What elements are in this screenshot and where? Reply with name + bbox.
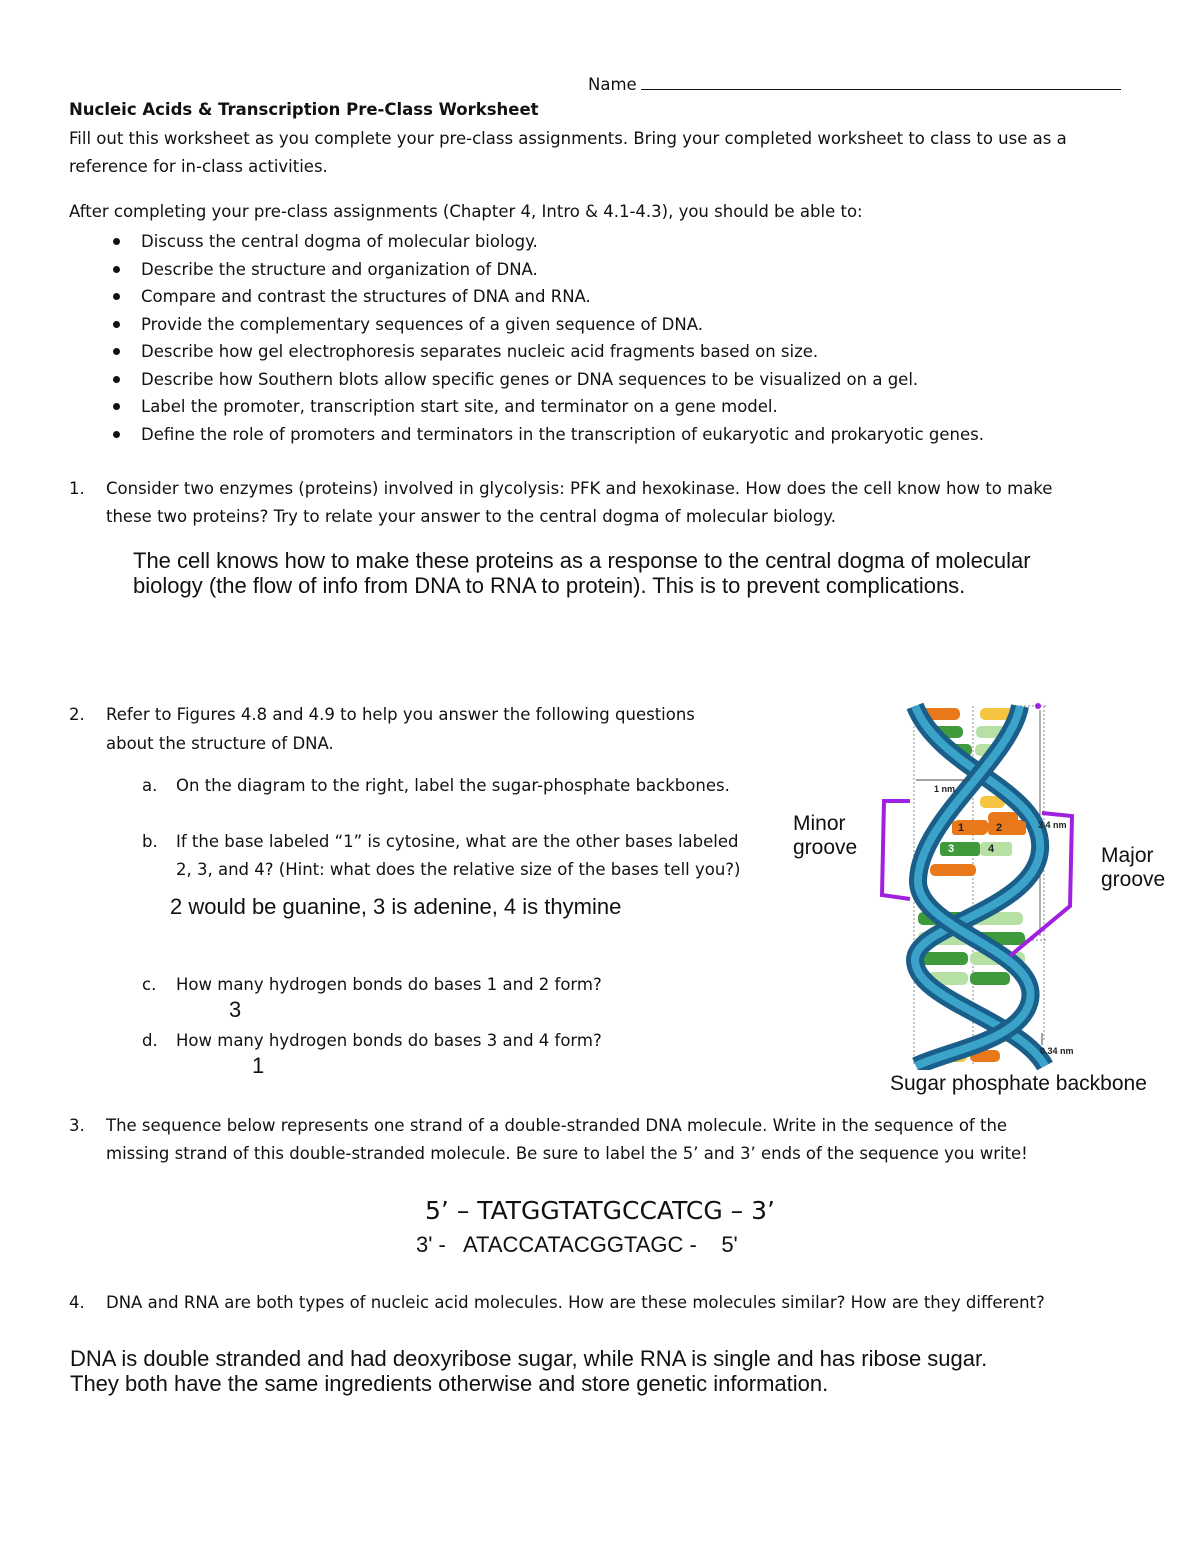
base-1-label: 1	[958, 822, 965, 834]
q2a-label: a.	[142, 776, 158, 795]
objective-item: Discuss the central dogma of molecular biology.	[69, 228, 1149, 256]
q3-number: 3.	[69, 1116, 85, 1135]
q2b-answer[interactable]: 2 would be guanine, 3 is adenine, 4 is thymine	[170, 894, 622, 919]
major-groove-label[interactable]: Major groove	[1101, 844, 1166, 891]
name-blank-line[interactable]	[641, 75, 1121, 90]
objective-item: Define the role of promoters and terminators in the transcription of eukaryotic and prokaryotic genes.	[69, 421, 1149, 449]
objective-item: Label the promoter, transcription start site, and terminator on a gene model.	[69, 393, 1149, 421]
dna-helix-svg	[870, 700, 1100, 1070]
q2d-answer[interactable]: 1	[252, 1053, 265, 1078]
objective-item: Provide the complementary sequences of a given sequence of DNA.	[69, 311, 1149, 339]
objective-item: Compare and contrast the structures of DNA and RNA.	[69, 283, 1149, 311]
zero-three-four-nm-label: 0.34 nm	[1040, 1046, 1074, 1056]
base-4-label: 4	[988, 843, 995, 855]
dna-double-helix-diagram	[870, 700, 1100, 1070]
three-four-nm-label: 3.4 nm	[1038, 820, 1067, 830]
bullet-icon	[113, 348, 120, 355]
q3-line-2: missing strand of this double-stranded molecule. Be sure to label the 5’ and 3’ ends of the sequence you write!	[106, 1144, 1028, 1163]
q1-number: 1.	[69, 479, 85, 498]
q1-line-2: these two proteins? Try to relate your answer to the central dogma of molecular biology.	[106, 507, 836, 526]
answer-sequence: ATACCATACGGTAGC -	[463, 1232, 697, 1257]
answer-5prime-end: 5'	[721, 1232, 738, 1257]
objectives-list	[69, 228, 1149, 448]
q4-answer-line-2[interactable]: They both have the same ingredients otherwise and store genetic information.	[70, 1371, 829, 1396]
bullet-icon	[113, 431, 120, 438]
bullet-icon	[113, 266, 120, 273]
q3-line-1: The sequence below represents one strand of a double-stranded DNA molecule. Write in the sequence of the	[106, 1116, 1008, 1135]
one-nm-label: 1 nm	[934, 784, 956, 794]
q2a-text: On the diagram to the right, label the sugar-phosphate backbones.	[176, 776, 730, 795]
name-field	[588, 74, 1121, 96]
q4-answer-line-1[interactable]: DNA is double stranded and had deoxyribose sugar, while RNA is single and has ribose sugar.	[70, 1346, 988, 1371]
bullet-icon	[113, 376, 120, 383]
objectives-lead: After completing your pre-class assignments (Chapter 4, Intro & 4.1-4.3), you should be able to:	[69, 202, 863, 221]
q2-number: 2.	[69, 705, 85, 724]
bullet-icon	[113, 238, 120, 245]
given-dna-strand: 5’ – TATGGTATGCCATCG – 3’	[425, 1196, 775, 1225]
objective-item: Describe how gel electrophoresis separates nucleic acid fragments based on size.	[69, 338, 1149, 366]
minor-groove-label[interactable]: Minor groove	[793, 812, 858, 859]
sugar-phosphate-backbone-label[interactable]: Sugar phosphate backbone	[890, 1072, 1147, 1095]
q1-answer-line-2[interactable]: biology (the flow of info from DNA to RNA to protein). This is to prevent complications.	[133, 573, 966, 598]
q1-line-1: Consider two enzymes (proteins) involved in glycolysis: PFK and hexokinase. How does the cell know how to make	[106, 479, 1053, 498]
q2b-line-1: If the base labeled “1” is cytosine, what are the other bases labeled	[176, 832, 739, 851]
bullet-icon	[113, 403, 120, 410]
q2d-label: d.	[142, 1031, 158, 1050]
q2c-answer[interactable]: 3	[229, 997, 242, 1022]
answer-3prime-end: 3' -	[416, 1232, 446, 1257]
q2b-line-2: 2, 3, and 4? (Hint: what does the relative size of the bases tell you?)	[176, 860, 741, 879]
q2-line-1: Refer to Figures 4.8 and 4.9 to help you answer the following questions	[106, 705, 695, 724]
q2c-label: c.	[142, 975, 157, 994]
intro-line-2: reference for in-class activities.	[69, 157, 328, 176]
worksheet-title: Nucleic Acids & Transcription Pre-Class Worksheet	[69, 100, 539, 119]
objective-item: Describe the structure and organization of DNA.	[69, 256, 1149, 284]
intro-line-1: Fill out this worksheet as you complete your pre-class assignments. Bring your completed worksheet to class to use as a	[69, 129, 1067, 148]
q2b-label: b.	[142, 832, 158, 851]
complementary-strand-answer[interactable]	[416, 1232, 738, 1258]
q4-text: DNA and RNA are both types of nucleic acid molecules. How are these molecules similar? How are they different?	[106, 1293, 1045, 1312]
q2c-text: How many hydrogen bonds do bases 1 and 2 form?	[176, 975, 602, 994]
minor-groove-bracket	[882, 801, 910, 899]
objective-item: Describe how Southern blots allow specific genes or DNA sequences to be visualized on a gel.	[69, 366, 1149, 394]
name-label: Name	[588, 75, 637, 94]
q2d-text: How many hydrogen bonds do bases 3 and 4 form?	[176, 1031, 602, 1050]
base-2-label: 2	[996, 822, 1003, 834]
bullet-icon	[113, 293, 120, 300]
bullet-icon	[113, 321, 120, 328]
q4-number: 4.	[69, 1293, 85, 1312]
q1-answer-line-1[interactable]: The cell knows how to make these proteins as a response to the central dogma of molecular	[133, 548, 1031, 573]
base-3-label: 3	[948, 843, 955, 855]
q2-line-2: about the structure of DNA.	[106, 734, 334, 753]
